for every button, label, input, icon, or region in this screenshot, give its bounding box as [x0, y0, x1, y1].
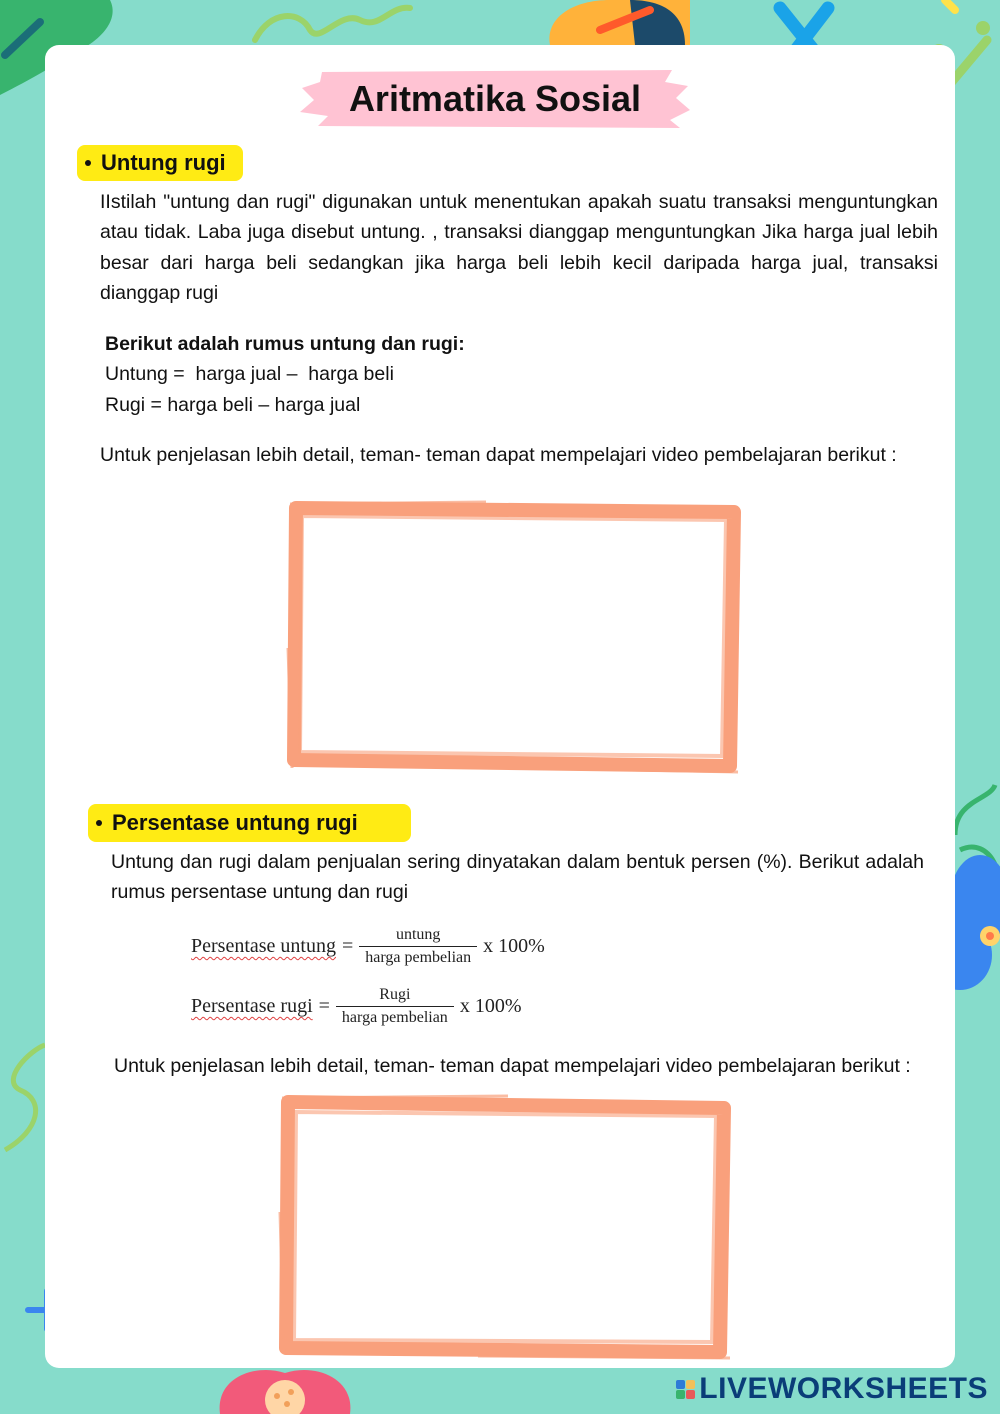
pink-flower-decoration-icon [215, 1368, 355, 1414]
formula-persentase-rugi [191, 986, 521, 1027]
title-banner [300, 68, 690, 130]
fraction [359, 926, 477, 967]
formula-heading: Berikut adalah rumus untung dan rugi: [105, 333, 465, 355]
section-heading-untung-rugi [77, 145, 243, 181]
persentase-paragraph: Untung dan rugi dalam penjualan sering dinyatakan dalam bentuk persen (%). Berikut adalah rumus persentase untung dan rugi [111, 851, 924, 904]
fraction-denominator: harga pembelian [336, 1006, 454, 1027]
formula-equals: = [318, 995, 330, 1017]
formula-multiplier: x 100% [483, 935, 545, 957]
formula-block [105, 329, 705, 420]
formula-lhs: Persentase rugi [191, 995, 313, 1017]
liveworksheets-logo [676, 1372, 988, 1406]
intro-paragraph: IIstilah "untung dan rugi" digunakan untuk menentukan apakah suatu transaksi menguntungkan atau tidak. Laba juga disebut untung. , transaksi dianggap menguntungkan Jika harga jual lebih besar dari harga beli sedangkan jika harga beli lebih kecil daripada harga jual, transaksi dianggap rugi [100, 191, 938, 304]
squiggle-left-decoration-icon [0, 1040, 50, 1160]
green-squiggle-right-icon [950, 780, 1000, 840]
section-heading-label: Persentase untung rugi [112, 810, 358, 835]
formula-equals: = [341, 935, 354, 957]
formula-rugi: Rugi = harga beli – harga jual [105, 393, 361, 416]
section-heading-persentase [88, 804, 411, 842]
bullet-dot [85, 160, 91, 166]
bullet-dot [96, 820, 102, 826]
formula-persentase-untung [191, 926, 545, 967]
logo-text: LIVEWORKSHEETS [699, 1372, 988, 1405]
blob-decoration-icon [540, 0, 690, 45]
formula-multiplier: x 100% [459, 995, 522, 1017]
fraction-numerator: Rugi [379, 986, 411, 1003]
video-note-1: Untuk penjelasan lebih detail, teman- teman dapat mempelajari video pembelajaran berikut : [100, 444, 897, 466]
squiggle-decoration-icon [250, 0, 420, 45]
video-note-2: Untuk penjelasan lebih detail, teman- teman dapat mempelajari video pembelajaran berikut : [114, 1055, 911, 1077]
section-heading-label: Untung rugi [101, 150, 226, 175]
formula-untung: Untung = harga jual – harga beli [105, 363, 394, 386]
video-frame-1[interactable] [286, 498, 742, 778]
page-title: Aritmatika Sosial [348, 78, 642, 119]
video-frame-2[interactable] [278, 1092, 734, 1362]
fraction [336, 986, 454, 1027]
fraction-denominator: harga pembelian [359, 946, 477, 967]
formula-lhs: Persentase untung [191, 935, 336, 957]
fraction-numerator: untung [395, 926, 441, 943]
logo-grid-icon [676, 1380, 695, 1399]
